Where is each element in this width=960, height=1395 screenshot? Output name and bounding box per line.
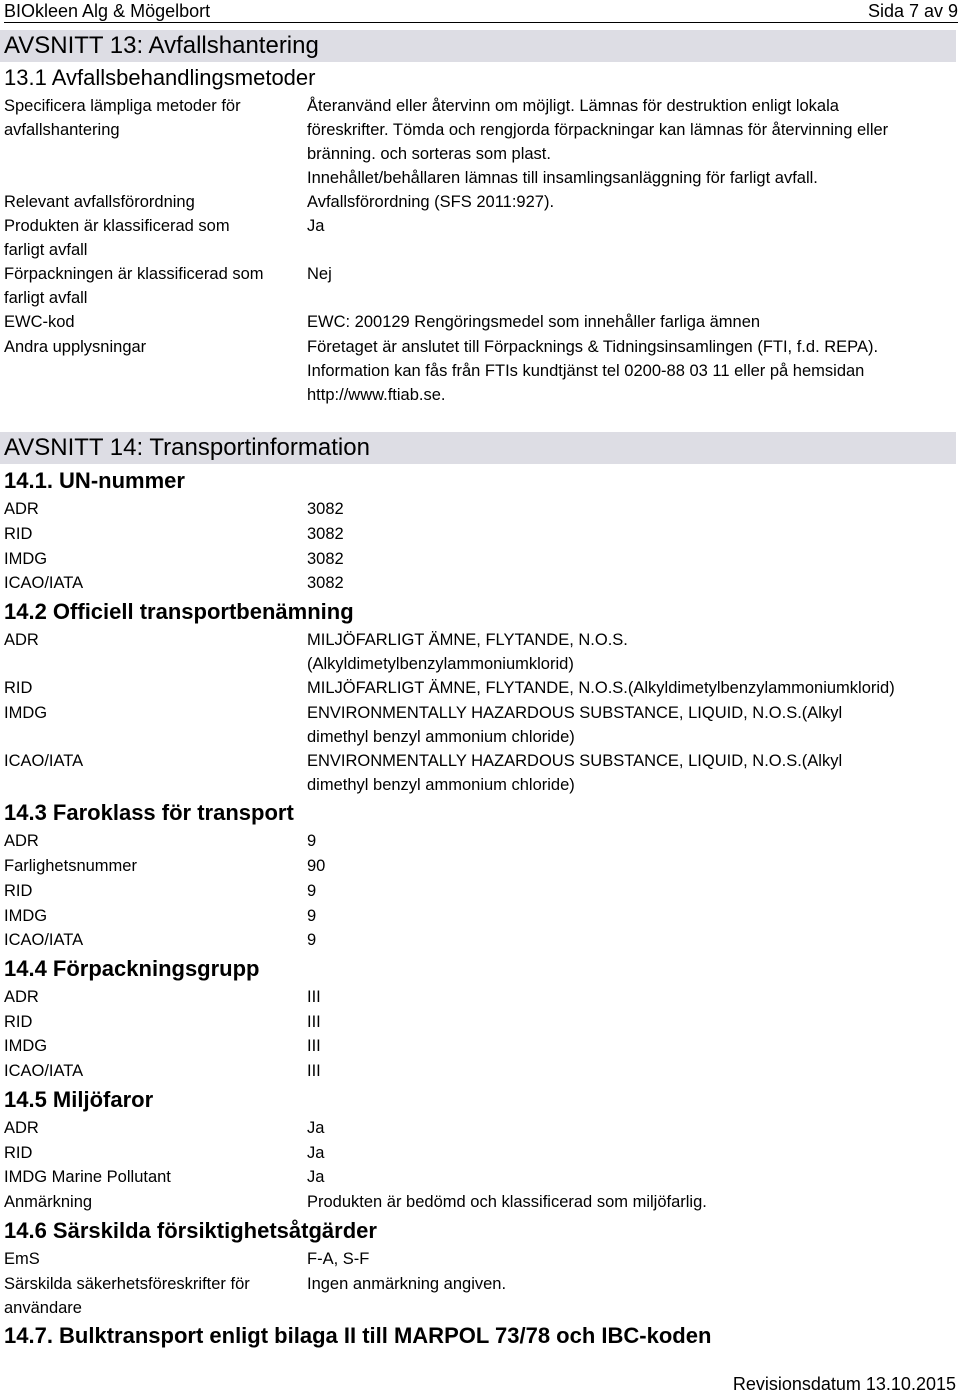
pg-value-icao: III [307, 1062, 321, 1080]
class-value-icao: 9 [307, 931, 317, 949]
prec-value-ems: F-A, S-F [307, 1250, 370, 1268]
pg-label-adr: ADR [4, 988, 39, 1006]
methods-value-container: Innehållet/behållaren lämnas till insamlingsanläggning för farligt avfall. [307, 169, 818, 187]
class-value-adr: 9 [307, 832, 317, 850]
page-number: Sida 7 av 9 [867, 1, 958, 21]
un-value-imdg: 3082 [307, 550, 344, 568]
name-value-icao: ENVIRONMENTALLY HAZARDOUS SUBSTANCE, LIQUID, N.O.S.(Alkyl dimethyl benzyl ammonium chloride) [307, 752, 843, 794]
class-label-rid: RID [4, 882, 33, 900]
subsection-13-1-title: 13.1 Avfallsbehandlingsmetoder [4, 65, 316, 90]
hazard-class-title: 14.3 Faroklass för transport [4, 800, 294, 825]
un-label-rid: RID [4, 525, 33, 543]
environmental-hazards-title: 14.5 Miljöfaror [4, 1087, 154, 1112]
env-value-marine-pollutant: Ja [307, 1168, 325, 1186]
class-value-imdg: 9 [307, 907, 317, 925]
shipping-name-title: 14.2 Officiell transportbenämning [4, 599, 354, 624]
revision-date: Revisionsdatum 13.10.2015 [732, 1374, 956, 1394]
name-label-adr: ADR [4, 631, 39, 649]
methods-value: Återanvänd eller återvinn om möjligt. Lämnas för destruktion enligt lokala föreskrifter. Tömda och rengjorda förpackningar kan lämnas för återvinning eller bränning. och sorteras som plast. [307, 97, 889, 163]
section-14-title: AVSNITT 14: Transportinformation [4, 434, 370, 461]
section-13-title: AVSNITT 13: Avfallshantering [4, 32, 319, 59]
un-value-icao: 3082 [307, 574, 344, 592]
special-precautions-title: 14.6 Särskilda försiktighetsåtgärder [4, 1218, 377, 1243]
class-value-hazard-number: 90 [307, 857, 326, 875]
name-label-imdg: IMDG [4, 704, 48, 722]
name-value-rid: MILJÖFARLIGT ÄMNE, FLYTANDE, N.O.S.(Alkyldimetylbenzylammoniumklorid) [307, 679, 895, 697]
packaging-hazardous-value: Nej [307, 265, 332, 283]
un-label-adr: ADR [4, 500, 39, 518]
pg-value-rid: III [307, 1013, 321, 1031]
ewc-value: EWC: 200129 Rengöringsmedel som innehåller farliga ämnen [307, 313, 761, 331]
pg-label-rid: RID [4, 1013, 33, 1031]
class-value-rid: 9 [307, 882, 317, 900]
class-label-adr: ADR [4, 832, 39, 850]
name-label-icao: ICAO/IATA [4, 752, 84, 770]
regulation-label: Relevant avfallsförordning [4, 193, 195, 211]
prec-label-user-rules: Särskilda säkerhetsföreskrifter för användare [4, 1275, 250, 1317]
other-info-value: Företaget är anslutet till Förpacknings & Tidningsinsamlingen (FTI, f.d. REPA). Information kan fås från FTIs kundtjänst tel 0200-88 03 11 eller på hemsidan http://www.ftiab.se. [307, 338, 879, 404]
product-name: BIOkleen Alg & Mögelbort [4, 1, 211, 21]
prec-value-user-rules: Ingen anmärkning angiven. [307, 1275, 507, 1293]
methods-label: Specificera lämpliga metoder för avfallshantering [4, 97, 241, 139]
class-label-icao: ICAO/IATA [4, 931, 84, 949]
env-value-rid: Ja [307, 1144, 325, 1162]
packing-group-title: 14.4 Förpackningsgrupp [4, 956, 260, 981]
env-value-adr: Ja [307, 1119, 325, 1137]
class-label-hazard-number: Farlighetsnummer [4, 857, 137, 875]
name-value-adr: MILJÖFARLIGT ÄMNE, FLYTANDE, N.O.S. (Alkyldimetylbenzylammoniumklorid) [307, 631, 628, 673]
pg-label-imdg: IMDG [4, 1037, 48, 1055]
packaging-hazardous-label: Förpackningen är klassificerad som farligt avfall [4, 265, 264, 307]
pg-value-adr: III [307, 988, 321, 1006]
un-label-icao: ICAO/IATA [4, 574, 84, 592]
env-label-remark: Anmärkning [4, 1193, 93, 1211]
prec-label-ems: EmS [4, 1250, 40, 1268]
env-label-adr: ADR [4, 1119, 39, 1137]
pg-value-imdg: III [307, 1037, 321, 1055]
un-value-rid: 3082 [307, 525, 344, 543]
product-hazardous-value: Ja [307, 217, 325, 235]
other-info-label: Andra upplysningar [4, 338, 147, 356]
pg-label-icao: ICAO/IATA [4, 1062, 84, 1080]
bulk-transport-title: 14.7. Bulktransport enligt bilaga II till MARPOL 73/78 och IBC-koden [4, 1323, 712, 1348]
page-header [4, 0, 958, 23]
un-value-adr: 3082 [307, 500, 344, 518]
regulation-value: Avfallsförordning (SFS 2011:927). [307, 193, 555, 211]
env-label-rid: RID [4, 1144, 33, 1162]
name-value-imdg: ENVIRONMENTALLY HAZARDOUS SUBSTANCE, LIQUID, N.O.S.(Alkyl dimethyl benzyl ammonium chloride) [307, 704, 843, 746]
ewc-label: EWC-kod [4, 313, 75, 331]
class-label-imdg: IMDG [4, 907, 48, 925]
un-number-title: 14.1. UN-nummer [4, 468, 185, 493]
product-hazardous-label: Produkten är klassificerad som farligt avfall [4, 217, 230, 259]
env-label-marine-pollutant: IMDG Marine Pollutant [4, 1168, 171, 1186]
un-label-imdg: IMDG [4, 550, 48, 568]
name-label-rid: RID [4, 679, 33, 697]
env-value-remark: Produkten är bedömd och klassificerad som miljöfarlig. [307, 1193, 707, 1211]
